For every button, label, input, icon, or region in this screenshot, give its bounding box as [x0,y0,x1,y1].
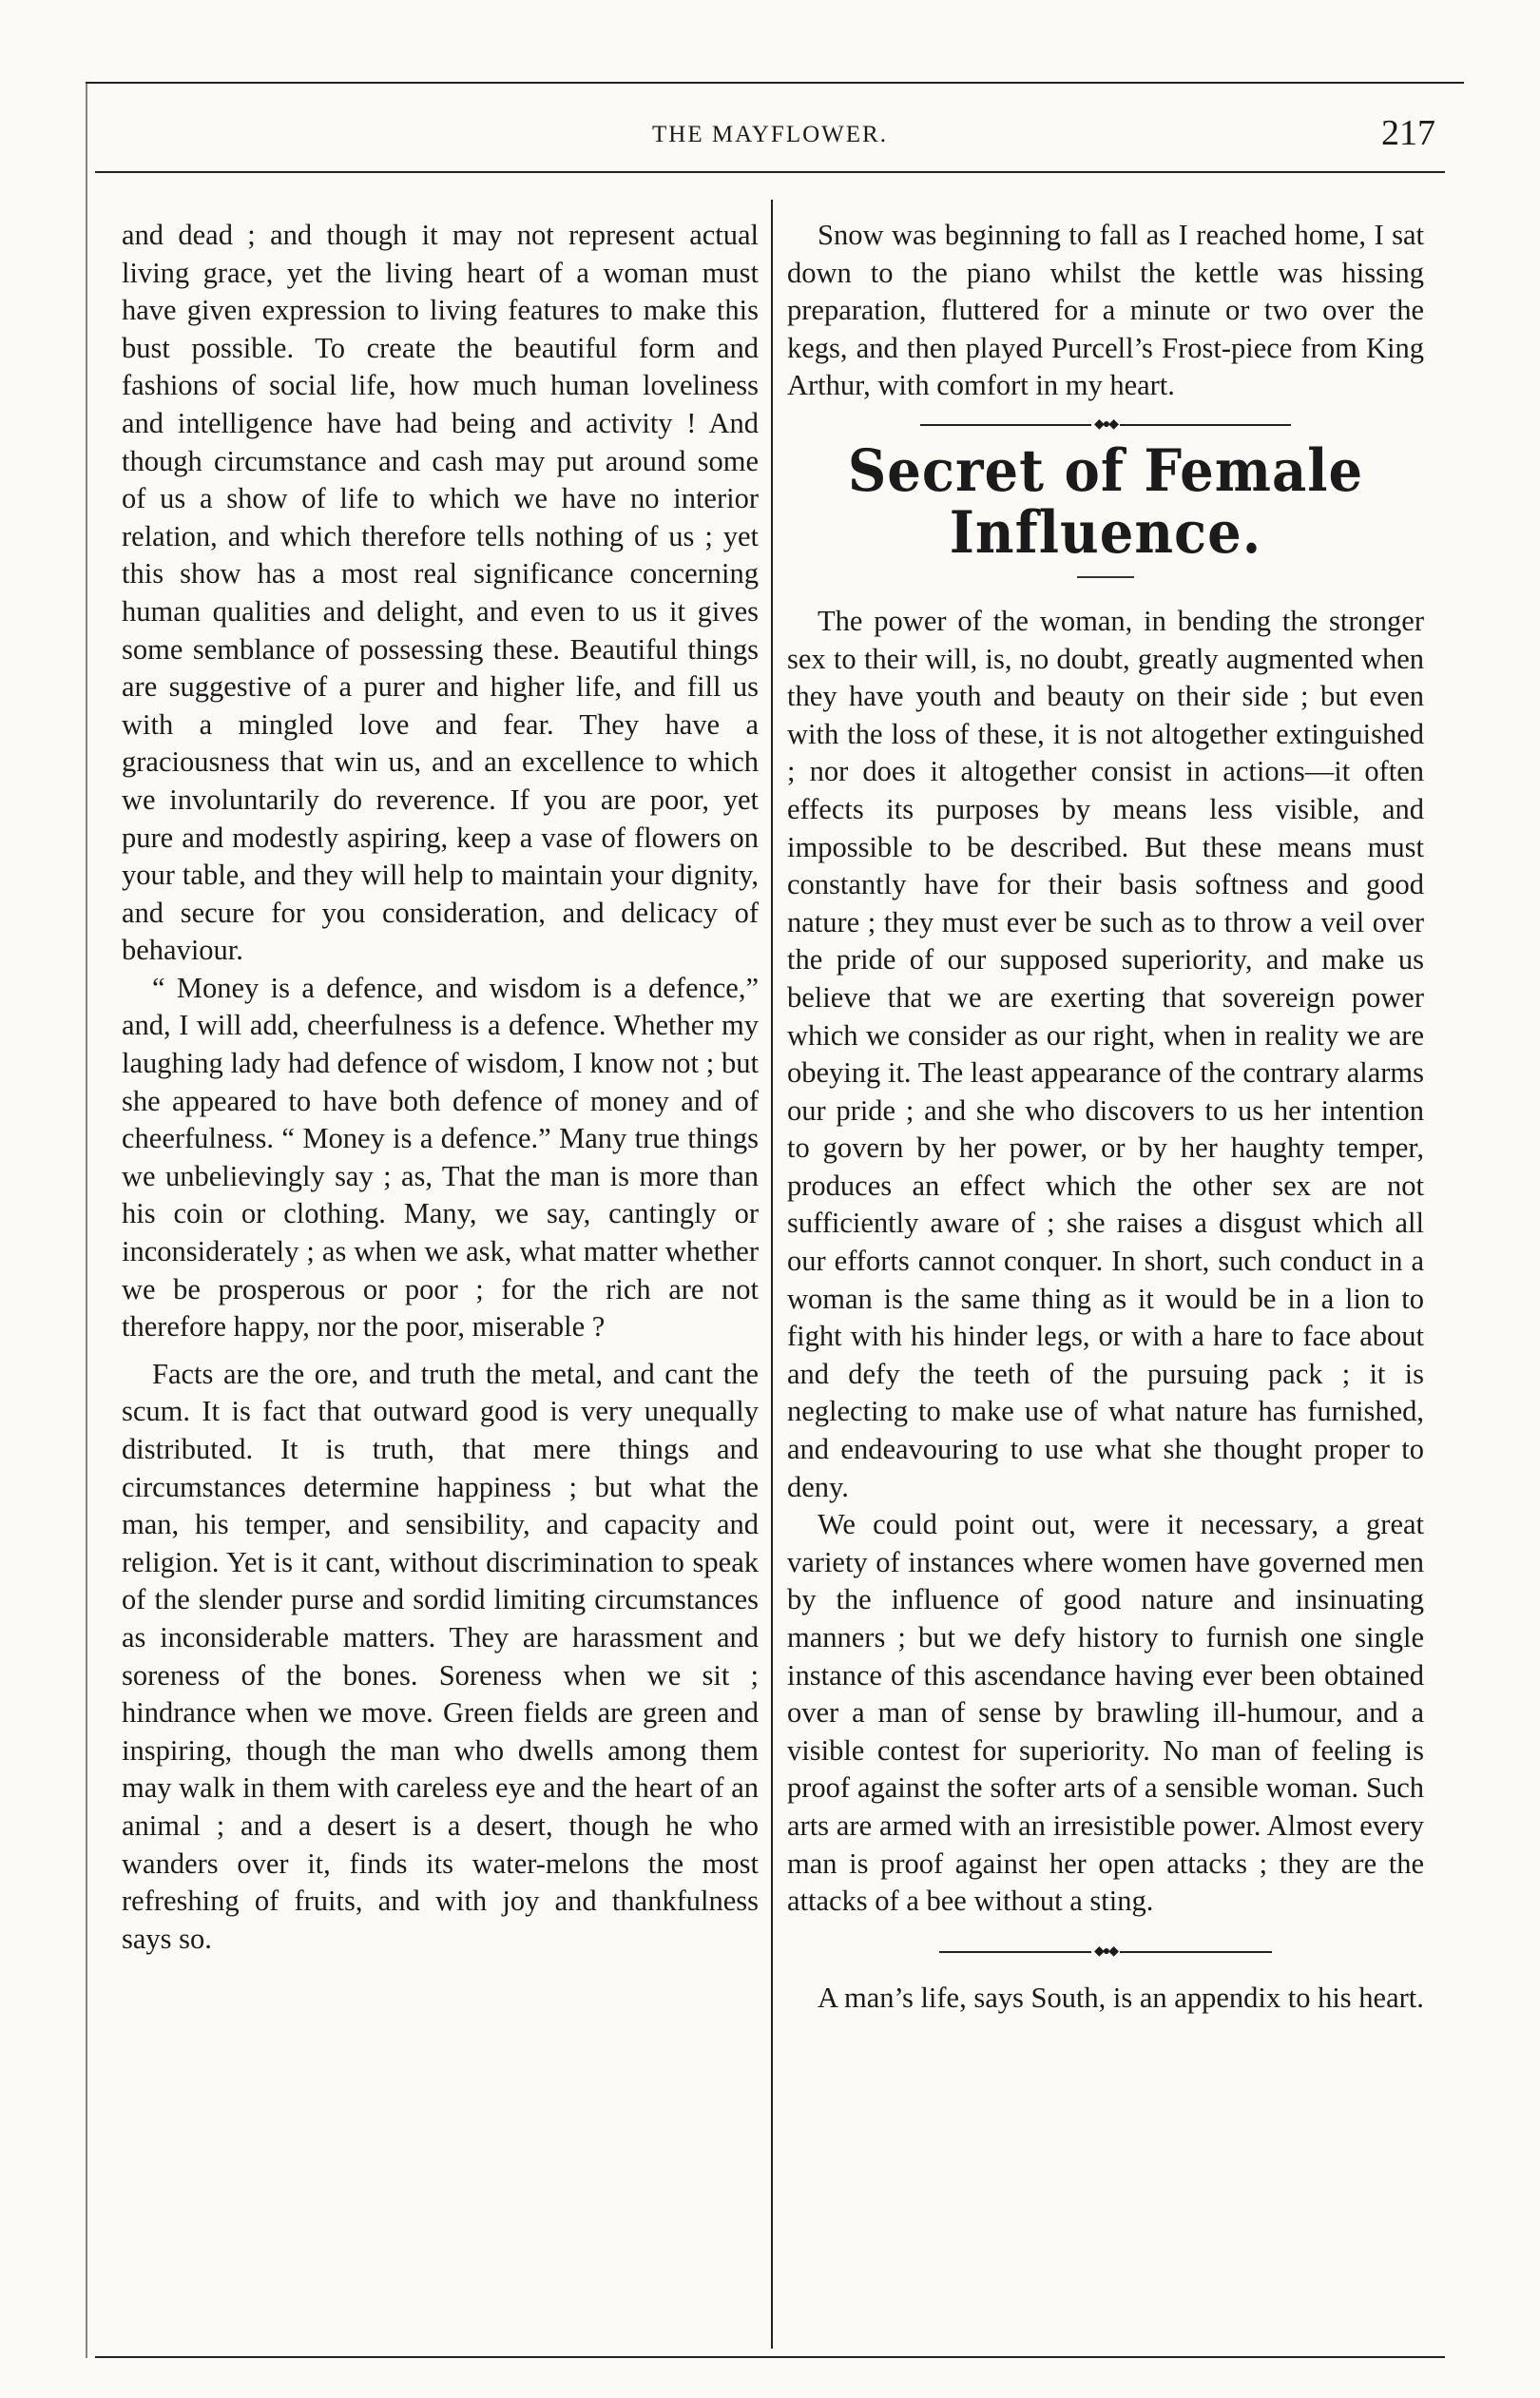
ornament-diamond-icon: ◆●◆ [1094,416,1117,432]
column-divider [771,200,773,2349]
bottom-border-rule [95,2356,1445,2358]
ornament-line-right [1120,424,1291,426]
left-column [122,217,759,1958]
ornament-line-right [1120,1951,1272,1953]
title-underline [1077,576,1134,578]
page-number: 217 [1381,113,1435,153]
left-border-rule [86,82,87,2358]
ornament-line-left [939,1951,1091,1953]
ornament-diamond-icon: ◆●◆ [1094,1944,1117,1959]
left-paragraph-3: Facts are the ore, and truth the metal, and cant the scum. It is fact that outward good is very unequally distributed. It is truth, that mere things and circumstances determine happiness ; but what the man, his temper, and sensibility, and capacity and religion. Yet is it cant, without discrimination to speak of the slender purse and sordid limiting circumstances as inconsiderable matters. They are harassment and soreness of the bones. Soreness when we sit ; hindrance when we move. Green fields are green and inspiring, though the man who dwells among them may walk in them with careless eye and the heart of an animal ; and a desert is a desert, though he who wanders over it, finds its water-melons the most refreshing of fruits, and with joy and thankfulness says so. [122,1357,759,1955]
ornament-divider-bottom [787,1942,1424,1963]
running-title: THE MAYFLOWER. [652,122,888,147]
top-border-rule [86,82,1464,84]
section-title: Secret of Female Influence. [847,436,1364,568]
left-paragraph-1: and dead ; and though it may not represent actual living grace, yet the living heart of a woman must have given expression to living features to make this bust possible. To create the beautiful form and fashions of social life, how much human loveliness and intelligence have had being and activity ! And though circumstance and cash may put around some of us a show of life to which we have no interior relation, and which therefore tells nothing of us ; yet this show has a most real significance concerning human qualities and delight, and even to us it gives some semblance of possessing these. Beautiful things are suggestive of a purer and higher life, and fill us with a mingled love and fear. They have a graciousness that win us, and an excellence to which we involuntarily do reverence. If you are poor, yet pure and modestly aspiring, keep a vase of flowers on your table, and they will help to maintain your dignity, and secure for you consideration, and delicacy of behaviour. [122,219,759,967]
running-head [105,112,1435,160]
section-paragraph-2: We could point out, were it necessary, a great variety of instances where women have governed men by the influence of good nature and insinuating manners ; but we defy history to furnish one single instance of this ascendance having ever been obtained over a man of sense by brawling ill-humour, and a visible contest for superiority. No man of feeling is proof against the softer arts of a sensible woman. Such arts are armed with an irresistible power. Almost every man is proof against her open attacks ; they are the attacks of a bee without a sting. [787,1508,1424,1918]
header-rule [95,171,1445,173]
closing-paragraph: A man’s life, says South, is an appendix to his heart. [818,1981,1424,2014]
ornament-line-left [920,424,1091,426]
right-intro-paragraph: Snow was beginning to fall as I reached home, I sat down to the piano whilst the kettle was hissing preparation, fluttered for a minute or two over the kegs, and then played Purcell’s Frost-piece from King Arthur, with comfort in my heart. [787,219,1424,402]
right-column [787,217,1424,2017]
section-paragraph-1: The power of the woman, in bending the stronger sex to their will, is, no doubt, greatly augmented when they have youth and beauty on their side ; but even with the loss of these, it is not altogether extinguished ; nor does it altogether consist in actions—it often effects its purposes by means less visible, and impossible to be described. But these means must constantly have for their basis softness and good nature ; they must ever be such as to throw a veil over the pride of our supposed superiority, and make us believe that we are exerting that sovereign power which we consider as our right, when in reality we are obeying it. The least appearance of the contrary alarms our pride ; and she who discovers to us her intention to govern by her power, or by her haughty temper, produces an effect which the other sex are not sufficiently aware of ; she raises a disgust which all our efforts cannot conquer. In short, such conduct in a woman is the same thing as it would be in a lion to fight with his hinder legs, or with a hare to face about and defy the teeth of the pursuing pack ; it is neglecting to make use of what nature has furnished, and endeavouring to use what she thought proper to deny. [787,604,1424,1503]
ornament-divider-top [787,415,1424,435]
left-paragraph-2: “ Money is a defence, and wisdom is a defence,” and, I will add, cheerfulness is a defence. Whether my laughing lady had defence of wisdom, I know not ; but she appeared to have both defence of money and of cheerfulness. “ Money is a defence.” Many true things we unbelievingly say ; as, That the man is more than his coin or clothing. Many, we say, cantingly or inconsiderately ; as when we ask, what matter whether we be prosperous or poor ; for the rich are not therefore happy, nor the poor, miserable ? [122,971,759,1344]
